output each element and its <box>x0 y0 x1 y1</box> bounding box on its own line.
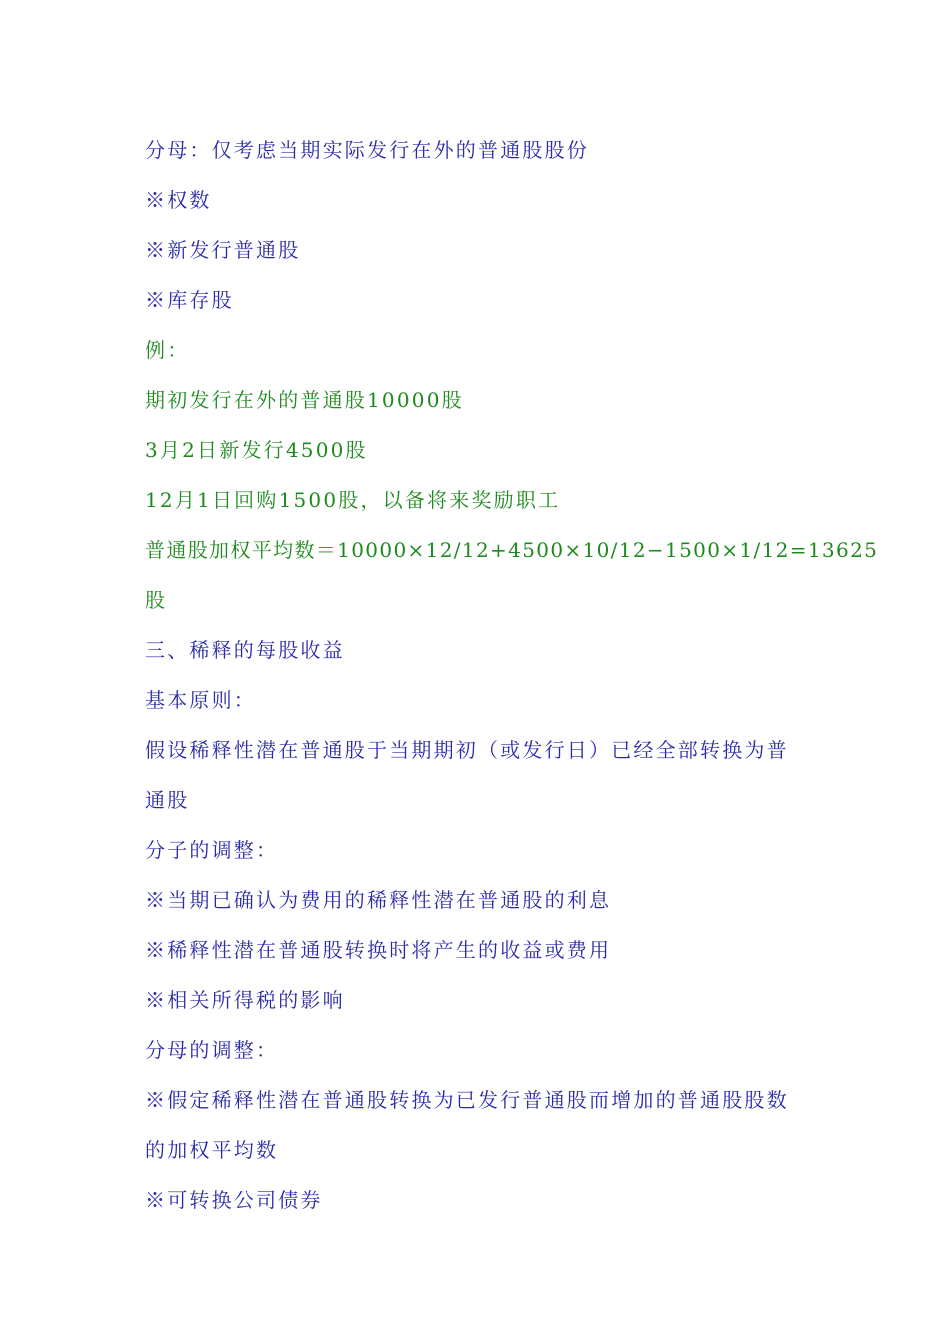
text-line-denominator-adjustment: 分母的调整： <box>145 1038 279 1062</box>
text-line-denominator-continuation: 的加权平均数 <box>145 1138 279 1162</box>
text-line-principle-continuation: 通股 <box>145 788 190 812</box>
text-line-denominator-assumed: ※假定稀释性潜在普通股转换为已发行普通股而增加的普通股股数 <box>145 1088 789 1112</box>
text-line-denominator-intro: 分母：仅考虑当期实际发行在外的普通股股份 <box>145 138 589 162</box>
text-line-formula-continuation: 股 <box>145 588 168 612</box>
text-line-numerator-tax: ※相关所得税的影响 <box>145 988 345 1012</box>
text-line-new-shares: ※新发行普通股 <box>145 238 301 262</box>
text-line-numerator-gains: ※稀释性潜在普通股转换时将产生的收益或费用 <box>145 938 612 962</box>
text-line-example-issue: 3月2日新发行4500股 <box>145 438 368 462</box>
text-line-basic-principle: 基本原则： <box>145 688 256 712</box>
text-line-weights: ※权数 <box>145 188 212 212</box>
text-line-principle-body: 假设稀释性潜在普通股于当期期初（或发行日）已经全部转换为普 <box>145 738 789 762</box>
text-line-convertible-bonds: ※可转换公司债券 <box>145 1188 323 1212</box>
text-line-weighted-average-formula: 普通股加权平均数＝10000×12/12+4500×10/12−1500×1/12=13625 <box>145 538 879 562</box>
text-line-numerator-adjustment: 分子的调整： <box>145 838 279 862</box>
text-line-numerator-interest: ※当期已确认为费用的稀释性潜在普通股的利息 <box>145 888 612 912</box>
text-line-example-label: 例： <box>145 338 190 362</box>
text-line-example-buyback: 12月1日回购1500股，以备将来奖励职工 <box>145 488 561 512</box>
text-line-treasury-stock: ※库存股 <box>145 288 234 312</box>
section-heading-diluted-eps: 三、稀释的每股收益 <box>145 638 345 662</box>
text-line-example-opening: 期初发行在外的普通股10000股 <box>145 388 464 412</box>
